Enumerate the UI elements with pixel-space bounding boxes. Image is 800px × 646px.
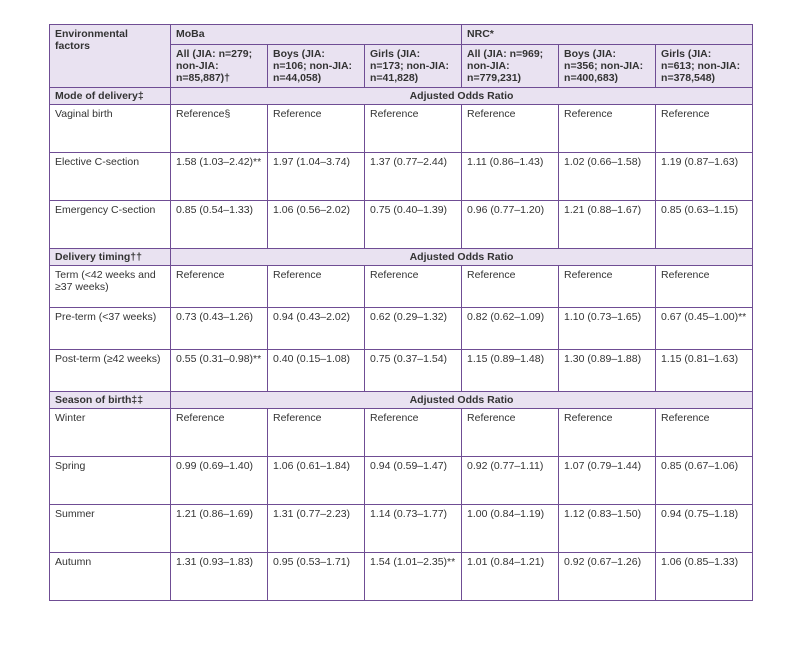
header-col: All (JIA: n=279; non-JIA: n=85,887)† — [171, 45, 268, 88]
cell: Reference — [462, 409, 559, 457]
cell: 1.54 (1.01–2.35)** — [365, 553, 462, 601]
results-table-container — [49, 24, 752, 601]
cell: 1.37 (0.77–2.44) — [365, 153, 462, 201]
header-col: Boys (JIA: n=356; non-JIA: n=400,683) — [559, 45, 656, 88]
section-title: Season of birth‡‡ — [50, 392, 171, 409]
row-label: Post-term (≥42 weeks) — [50, 350, 171, 392]
cell: Reference — [365, 105, 462, 153]
row-label: Summer — [50, 505, 171, 553]
table-row — [50, 201, 753, 249]
table-row — [50, 505, 753, 553]
results-table — [49, 24, 753, 601]
header-col: All (JIA: n=969; non-JIA: n=779,231) — [462, 45, 559, 88]
section-metric: Adjusted Odds Ratio — [171, 88, 753, 105]
table-row — [50, 350, 753, 392]
cell: Reference§ — [171, 105, 268, 153]
cell: 1.06 (0.56–2.02) — [268, 201, 365, 249]
row-label: Emergency C-section — [50, 201, 171, 249]
cell: 0.94 (0.43–2.02) — [268, 308, 365, 350]
cell: Reference — [268, 266, 365, 308]
cell: 1.15 (0.89–1.48) — [462, 350, 559, 392]
cell: Reference — [462, 266, 559, 308]
cell: Reference — [365, 266, 462, 308]
table-row — [50, 105, 753, 153]
cell: 1.30 (0.89–1.88) — [559, 350, 656, 392]
cell: Reference — [559, 266, 656, 308]
table-row — [50, 409, 753, 457]
cell: 1.58 (1.03–2.42)** — [171, 153, 268, 201]
cell: 0.85 (0.54–1.33) — [171, 201, 268, 249]
section-title: Delivery timing†† — [50, 249, 171, 266]
cell: 0.75 (0.40–1.39) — [365, 201, 462, 249]
cell: 0.94 (0.75–1.18) — [656, 505, 753, 553]
cell: Reference — [171, 409, 268, 457]
cell: Reference — [462, 105, 559, 153]
table-row — [50, 553, 753, 601]
cell: 0.92 (0.67–1.26) — [559, 553, 656, 601]
cell: Reference — [268, 105, 365, 153]
row-label: Vaginal birth — [50, 105, 171, 153]
cell: 1.06 (0.61–1.84) — [268, 457, 365, 505]
section-metric: Adjusted Odds Ratio — [171, 249, 753, 266]
row-label: Autumn — [50, 553, 171, 601]
cell: 0.73 (0.43–1.26) — [171, 308, 268, 350]
header-col: Boys (JIA: n=106; non-JIA: n=44,058) — [268, 45, 365, 88]
cell: 1.07 (0.79–1.44) — [559, 457, 656, 505]
cell: 0.62 (0.29–1.32) — [365, 308, 462, 350]
header-col: Girls (JIA: n=173; non-JIA: n=41,828) — [365, 45, 462, 88]
cell: 1.11 (0.86–1.43) — [462, 153, 559, 201]
cell: 1.97 (1.04–3.74) — [268, 153, 365, 201]
cell: 1.21 (0.86–1.69) — [171, 505, 268, 553]
row-label: Elective C-section — [50, 153, 171, 201]
section-row — [50, 88, 753, 105]
cell: 0.40 (0.15–1.08) — [268, 350, 365, 392]
cell: 1.21 (0.88–1.67) — [559, 201, 656, 249]
cell: 1.00 (0.84–1.19) — [462, 505, 559, 553]
cell: 0.85 (0.67–1.06) — [656, 457, 753, 505]
header-row-top — [50, 25, 753, 45]
cell: Reference — [365, 409, 462, 457]
cell: Reference — [656, 409, 753, 457]
header-moba: MoBa — [171, 25, 462, 45]
cell: Reference — [171, 266, 268, 308]
header-nrc: NRC* — [462, 25, 753, 45]
cell: 1.31 (0.93–1.83) — [171, 553, 268, 601]
table-row — [50, 153, 753, 201]
section-title: Mode of delivery‡ — [50, 88, 171, 105]
row-label: Pre-term (<37 weeks) — [50, 308, 171, 350]
header-environmental-factors: Environmental factors — [50, 25, 171, 88]
section-row — [50, 249, 753, 266]
table-row — [50, 308, 753, 350]
cell: 0.95 (0.53–1.71) — [268, 553, 365, 601]
table-row — [50, 457, 753, 505]
cell: Reference — [656, 105, 753, 153]
header-col: Girls (JIA: n=613; non-JIA: n=378,548) — [656, 45, 753, 88]
cell: Reference — [559, 409, 656, 457]
row-label: Winter — [50, 409, 171, 457]
cell: 0.96 (0.77–1.20) — [462, 201, 559, 249]
cell: 1.19 (0.87–1.63) — [656, 153, 753, 201]
section-row — [50, 392, 753, 409]
cell: 0.92 (0.77–1.11) — [462, 457, 559, 505]
cell: 0.85 (0.63–1.15) — [656, 201, 753, 249]
cell: 0.55 (0.31–0.98)** — [171, 350, 268, 392]
table-row — [50, 266, 753, 308]
cell: 0.99 (0.69–1.40) — [171, 457, 268, 505]
cell: 0.67 (0.45–1.00)** — [656, 308, 753, 350]
section-metric: Adjusted Odds Ratio — [171, 392, 753, 409]
cell: 1.01 (0.84–1.21) — [462, 553, 559, 601]
cell: 1.15 (0.81–1.63) — [656, 350, 753, 392]
cell: 1.31 (0.77–2.23) — [268, 505, 365, 553]
cell: 0.75 (0.37–1.54) — [365, 350, 462, 392]
cell: Reference — [559, 105, 656, 153]
cell: 1.10 (0.73–1.65) — [559, 308, 656, 350]
row-label: Term (<42 weeks and ≥37 weeks) — [50, 266, 171, 308]
cell: 0.94 (0.59–1.47) — [365, 457, 462, 505]
cell: Reference — [268, 409, 365, 457]
cell: 1.06 (0.85–1.33) — [656, 553, 753, 601]
cell: 0.82 (0.62–1.09) — [462, 308, 559, 350]
cell: Reference — [656, 266, 753, 308]
row-label: Spring — [50, 457, 171, 505]
cell: 1.14 (0.73–1.77) — [365, 505, 462, 553]
cell: 1.02 (0.66–1.58) — [559, 153, 656, 201]
cell: 1.12 (0.83–1.50) — [559, 505, 656, 553]
